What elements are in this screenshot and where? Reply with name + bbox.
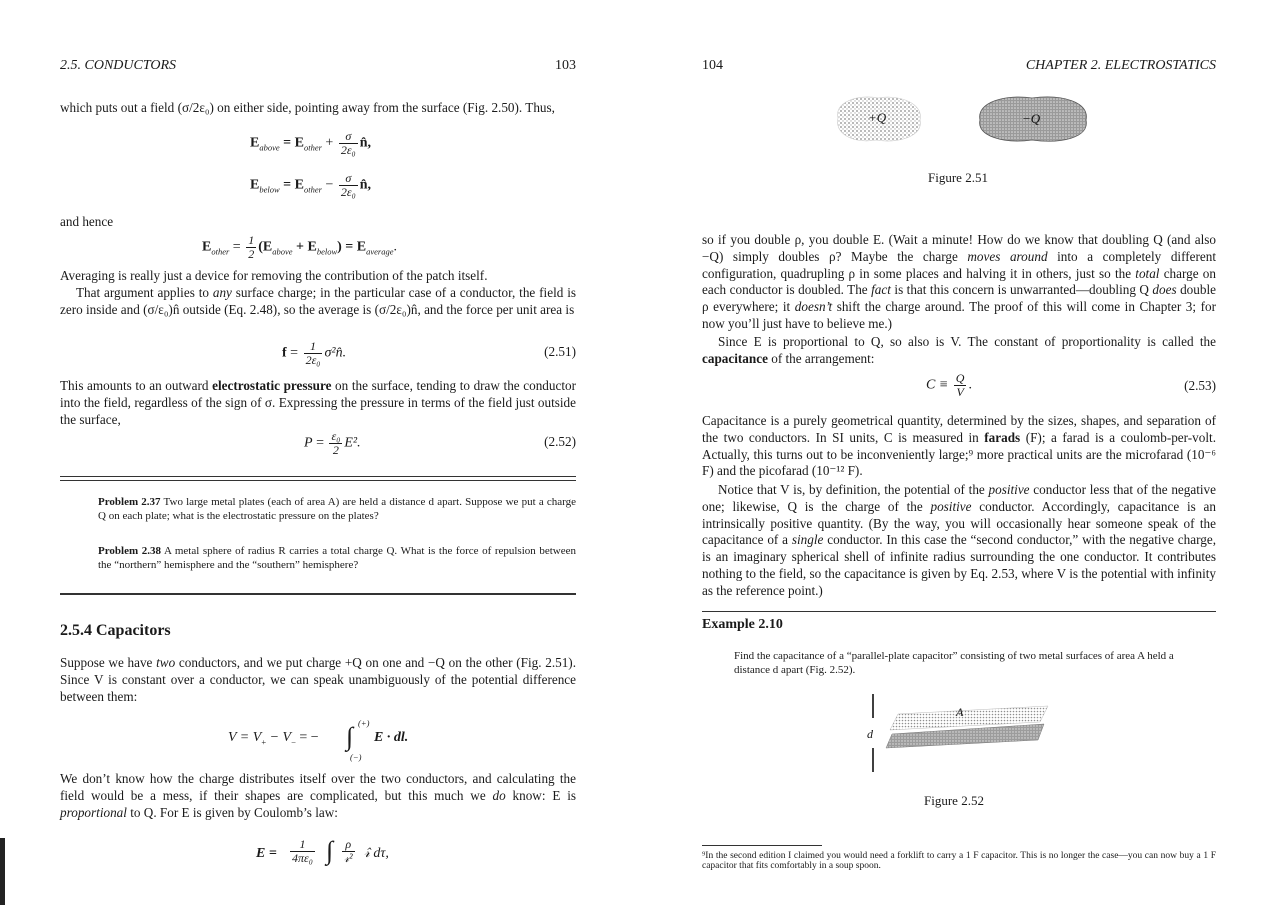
- equation-coulomb: [60, 838, 576, 878]
- eq-above-lhs: E: [250, 135, 260, 151]
- problem-rule-top: [60, 476, 576, 477]
- eq-pressure-fraction: [329, 430, 342, 457]
- left-para-6-prop: proportional: [60, 804, 127, 820]
- fig-2-51-plus-label: +Q: [868, 110, 887, 125]
- left-para-3-any: any: [212, 285, 232, 300]
- left-para-3: [60, 285, 576, 319]
- eq-cap-num: Q: [955, 371, 965, 385]
- eq-force-lhs: f: [282, 345, 287, 361]
- eq-other-eq: =: [229, 239, 245, 255]
- eq-other-dot: .: [393, 239, 398, 255]
- figure-2-51-caption: Figure 2.51: [928, 170, 988, 185]
- problem-2-38-label: Problem 2.38: [98, 545, 161, 557]
- eq-other-den: 2: [248, 247, 255, 261]
- eq-number-2-53: (2.53): [1184, 378, 1216, 393]
- left-para-5: [60, 655, 576, 705]
- right-para-1-doesnt: doesn’t: [794, 299, 833, 315]
- eq-other-a-sub: above: [272, 246, 293, 257]
- right-para-4: [702, 482, 1216, 600]
- eq-pressure-tail: E².: [344, 435, 361, 451]
- right-para-1-d: is that this concern is unwarranted—doubling Q: [890, 282, 1153, 298]
- equation-capacitance: [702, 371, 1216, 399]
- left-para-1: which puts out a field (σ/2ε₀) on either side, pointing away from the surface (Fig. 2.50). Thus,: [60, 100, 555, 115]
- left-and-hence: and hence: [60, 214, 114, 229]
- eq-above-tail: n̂,: [359, 135, 372, 151]
- right-running-head: [702, 58, 1216, 78]
- problem-2-38-text: A metal sphere of radius R carries a total charge Q. What is the force of repulsion between the “northern” hemisphere and the “southern” hemisphere?: [98, 545, 577, 571]
- right-running-title: CHAPTER 2. ELECTROSTATICS: [1025, 58, 1216, 73]
- figure-2-52-caption: Figure 2.52: [924, 793, 984, 808]
- problem-2-38: [98, 544, 576, 572]
- right-para-1-c: charge on each conductor is doubled. The: [702, 265, 1216, 298]
- eq-cap-dot: .: [968, 377, 972, 393]
- left-para-6-a: We don’t know how the charge distributes itself over the two conductors, and calculating the field would be a mess, if their shapes are complicated, but this much we: [60, 771, 576, 803]
- eq-pot-minus: − V: [266, 730, 292, 745]
- eq-cap-lhs: C ≡: [926, 377, 952, 393]
- eq-coul-num: 1: [290, 838, 315, 852]
- eq-coul-fraction: [288, 838, 317, 865]
- fig-2-52-area-label: A: [956, 705, 964, 719]
- footnote-rule: [702, 845, 822, 846]
- right-para-2-b: of the arrangement:: [767, 350, 875, 366]
- right-para-3-farads: farads: [984, 429, 1021, 445]
- eq-other-b-sub: below: [316, 246, 338, 257]
- eq-other-lhs-sub: other: [211, 246, 230, 257]
- eq-below-mid: = E: [279, 177, 304, 193]
- equation-e-above: [60, 129, 576, 157]
- scan-edge-bar: [0, 838, 5, 905]
- right-para-1-does: does: [1152, 282, 1177, 298]
- equation-potential: [60, 718, 576, 764]
- right-para-1: [702, 232, 1216, 333]
- left-para-6-do: do: [492, 787, 506, 803]
- figure-2-51-positive-conductor: [828, 90, 928, 146]
- right-para-1-total: total: [1135, 265, 1160, 281]
- right-para-4-a: Notice that V is, by definition, the potential of the: [718, 482, 989, 497]
- left-para-4-a: This amounts to an outward: [60, 378, 213, 393]
- left-running-title: 2.5. CONDUCTORS: [60, 58, 177, 73]
- eq-other-num: 1: [248, 233, 255, 247]
- eq-below-lhs-sub: below: [259, 184, 280, 195]
- left-para-3-a: That argument applies to: [76, 285, 213, 300]
- eq-pressure-eq: =: [312, 435, 328, 451]
- equation-e-other: [60, 233, 576, 261]
- problem-2-37: [98, 495, 576, 523]
- eq-above-mid-sub: other: [303, 142, 322, 153]
- figure-2-51-negative-conductor: [972, 92, 1094, 146]
- left-para-4-bold: electrostatic pressure: [212, 378, 332, 393]
- eq-force-den: 2ε₀: [305, 353, 321, 367]
- eq-coul-iden: 𝓇²: [344, 851, 353, 865]
- right-para-2: [702, 334, 1216, 368]
- eq-coul-inum: ρ: [342, 838, 355, 852]
- left-para-4-b: on the surface, tending to draw the conductor into the field, regardless of the sign of σ. Expressing the pressure in terms of the field just outside the surface,: [60, 378, 576, 427]
- equation-pressure: [60, 429, 576, 457]
- eq-coul-den: 4πε₀: [292, 851, 313, 865]
- right-para-1-fact: fact: [871, 282, 891, 298]
- example-2-10-text: Find the capacitance of a “parallel-plate capacitor” consisting of two metal surfaces of area A held a distance d apart (Fig. 2.52).: [734, 650, 1174, 676]
- eq-below-fraction: [339, 172, 358, 199]
- eq-coul-lhs: E =: [256, 846, 277, 861]
- eq-pot-integral: ∫: [346, 722, 354, 751]
- eq-pot-sub-plus: +: [261, 736, 267, 747]
- eq-pot-eq: = −: [295, 730, 319, 745]
- eq-above-op: +: [321, 135, 337, 151]
- eq-other-paren: (E: [258, 239, 273, 255]
- left-para-4: [60, 378, 576, 428]
- right-para-4-single: single: [791, 532, 824, 548]
- eq-above-den: 2ε₀: [340, 143, 356, 157]
- right-para-4-c: conductor. Accordingly, capacitance is an intrinsically positive quantity. (By the way, you will occasionally hear someone speak of the capacitance of a: [702, 498, 1216, 548]
- figure-2-52-parallel-plates: [862, 692, 1052, 774]
- left-para-3-b: surface charge; in the particular case of a conductor, the field is zero inside and (σ/ε₀)n̂ outside (Eq. 2.48), so the average is (σ/2ε₀)n̂, and the force per unit area is: [60, 285, 576, 317]
- eq-coul-inner-fraction: [340, 838, 357, 865]
- eq-below-op: −: [321, 177, 337, 193]
- right-para-4-b: conductor less that of the negative one; likewise, Q is the charge of the: [702, 482, 1216, 514]
- eq-number-2-51: (2.51): [544, 344, 576, 359]
- eq-other-lhs: E: [202, 239, 212, 255]
- right-para-1-b: into a completely different configuration, quadrupling ρ in some places and halving it in others, just so the: [702, 248, 1216, 281]
- section-heading-capacitors: 2.5.4 Capacitors: [60, 622, 171, 639]
- right-para-3: [702, 413, 1216, 480]
- eq-above-lhs-sub: above: [259, 142, 280, 153]
- eq-number-2-52: (2.52): [544, 434, 576, 449]
- eq-force-num: 1: [304, 340, 323, 354]
- eq-above-num: σ: [339, 130, 358, 144]
- right-para-3-a: Capacitance is a purely geometrical quantity, determined by the sizes, shapes, and separation of the two conductors. In SI units, C is measured in: [702, 413, 1216, 445]
- example-2-10-heading: Example 2.10: [702, 617, 783, 632]
- eq-pressure-num: ε₀: [331, 429, 341, 443]
- eq-cap-den: V: [956, 385, 964, 399]
- right-para-1-a: so if you double ρ, you double E. (Wait a minute! How do we know that doubling Q (and also −Q) simply doubles ρ? Maybe the charge: [702, 232, 1216, 264]
- fig-2-52-distance-label: d: [867, 727, 873, 741]
- problem-rule-bottom: [60, 593, 576, 595]
- left-para-5-b: conductors, and we put charge +Q on one and −Q on the other (Fig. 2.51). Since V is constant over a conductor, we can speak unambiguously of the potential difference between them:: [60, 655, 576, 704]
- eq-pot-lhs: V = V: [228, 730, 262, 745]
- right-para-1-e: double ρ everywhere; it: [702, 282, 1216, 315]
- eq-below-num: σ: [339, 172, 358, 186]
- left-para-2: Averaging is really just a device for removing the contribution of the patch itself.: [60, 268, 488, 283]
- example-rule-top: [702, 611, 1216, 612]
- eq-pressure-den: 2: [332, 443, 339, 457]
- right-para-4-pos2: positive: [930, 498, 972, 514]
- eq-coul-integral: ∫: [326, 836, 334, 865]
- right-para-1-moves: moves around: [967, 248, 1048, 264]
- problem-2-37-text: Two large metal plates (each of area A) are held a distance d apart. Suppose we put a charge Q on each plate; what is the electrostatic pressure on the plates?: [98, 496, 576, 522]
- eq-other-close: ) = E: [337, 239, 367, 255]
- left-para-5-a: Suppose we have: [60, 655, 157, 670]
- right-page-number: 104: [702, 58, 723, 73]
- eq-other-avg-sub: average: [366, 246, 394, 257]
- equation-e-below: [60, 171, 576, 199]
- eq-cap-fraction: [954, 372, 967, 399]
- left-page: [60, 0, 576, 905]
- eq-force-tail: σ²n̂.: [324, 345, 347, 361]
- problem-rule-top-2: [60, 480, 576, 481]
- eq-below-lhs: E: [250, 177, 260, 193]
- left-para-5-two: two: [156, 655, 176, 670]
- eq-below-tail: n̂,: [359, 177, 372, 193]
- eq-pressure-lhs: P: [304, 435, 313, 451]
- equation-force: [60, 339, 576, 367]
- eq-force-eq: =: [286, 345, 302, 361]
- left-para-6-c: to Q. For E is given by Coulomb’s law:: [126, 804, 338, 820]
- eq-below-mid-sub: other: [303, 184, 322, 195]
- left-para-6-b: know: E is: [505, 787, 576, 803]
- eq-other-plus: + E: [292, 239, 317, 255]
- eq-above-mid: = E: [279, 135, 304, 151]
- left-page-number: 103: [555, 58, 576, 73]
- right-para-2-a: Since E is proportional to Q, so also is V. The constant of proportionality is called the: [718, 334, 1216, 349]
- eq-pot-upper: (+): [358, 718, 370, 728]
- eq-above-fraction: [339, 130, 358, 157]
- problem-2-37-label: Problem 2.37: [98, 496, 161, 508]
- eq-coul-tail: 𝓇̂ dτ,: [364, 846, 389, 861]
- eq-force-fraction: [304, 340, 323, 367]
- eq-pot-lower: (−): [350, 752, 362, 762]
- right-para-4-pos: positive: [988, 482, 1030, 497]
- eq-pot-integrand: E · dl.: [374, 730, 409, 745]
- left-running-head: [60, 58, 576, 78]
- eq-other-fraction: [246, 234, 256, 261]
- right-page: [702, 0, 1216, 905]
- eq-pot-sub-minus: −: [291, 736, 296, 747]
- right-para-4-d: conductor. In this case the “second conductor,” with the negative charge, is an imaginary spherical shell of infinite radius surrounding the one conductor. It contributes nothing to the field, so the capacitance is given by Eq. 2.53, where V is the potential with infinity as the reference point.): [702, 532, 1217, 598]
- right-para-3-b: (F); a farad is a coulomb-per-volt. Actually, this turns out to be inconveniently large;⁹ more practical units are the microfarad (10⁻⁶ F) and the picofarad (10⁻¹² F).: [702, 429, 1216, 479]
- eq-below-den: 2ε₀: [340, 185, 356, 199]
- left-para-6: [60, 771, 576, 821]
- right-para-2-bold: capacitance: [702, 350, 768, 366]
- right-para-1-f: shift the charge around. The proof of this will come in Chapter 3; for now you’ll just have to believe me.): [702, 299, 1217, 331]
- fig-2-51-minus-label: −Q: [1022, 111, 1041, 126]
- footnote-9: ⁹In the second edition I claimed you would need a forklift to carry a 1 F capacitor. This is no longer the case—you can now buy a 1 F capacitor that fits comfortably in a soup spoon.: [702, 851, 1216, 871]
